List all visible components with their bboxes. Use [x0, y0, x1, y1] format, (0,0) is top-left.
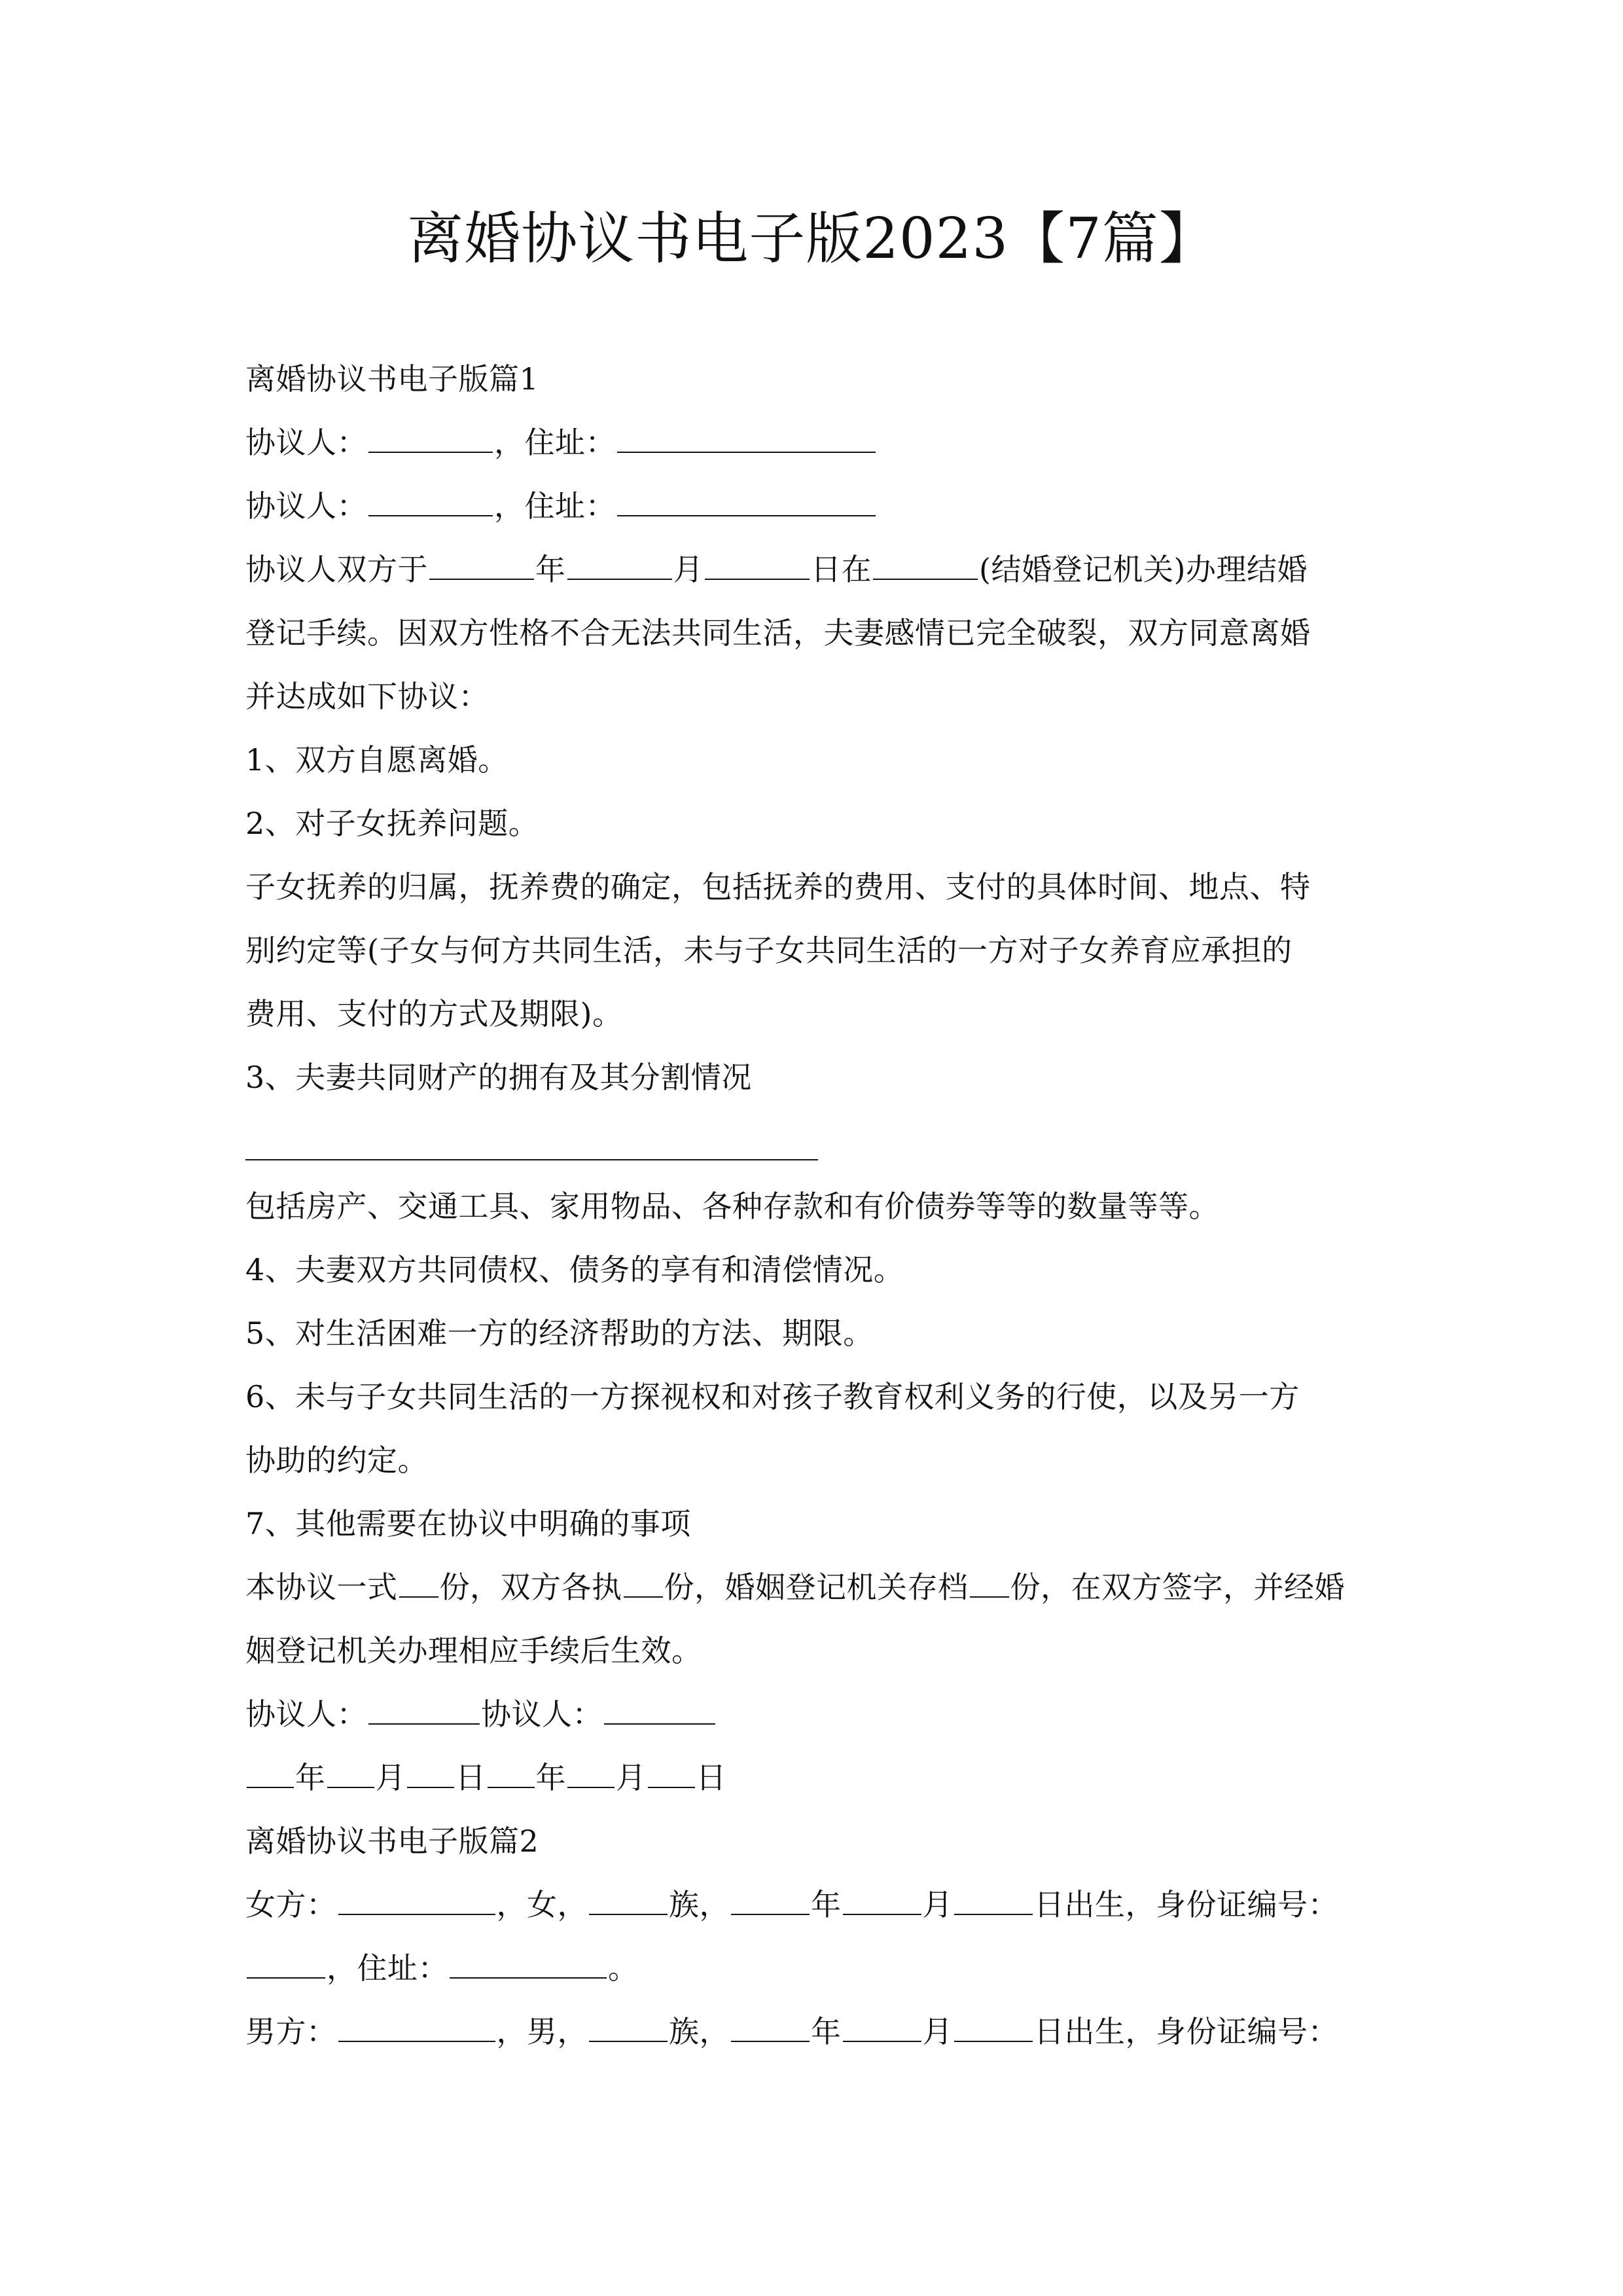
signature-label: 协议人： — [245, 1696, 367, 1732]
ethnicity-blank[interactable] — [589, 1888, 668, 1915]
property-note: 包括房产、交通工具、家用物品、各种存款和有价债券等等的数量等等。 — [245, 1189, 1219, 1224]
signature-blank[interactable] — [368, 1697, 480, 1725]
year-label: 年 — [811, 1887, 842, 1922]
female-label: 女方： — [245, 1887, 337, 1922]
property-blank-line[interactable] — [245, 1159, 818, 1160]
year-label: 年 — [811, 2014, 842, 2049]
party-label: 协议人： — [245, 488, 367, 524]
birth-year-blank[interactable] — [731, 1888, 810, 1915]
copies-line — [245, 1568, 1397, 1607]
signature-label: 协议人： — [481, 1696, 603, 1732]
section-heading-2: 离婚协议书电子版篇2 — [245, 1823, 539, 1859]
child-support-line: 费用、支付的方式及期限)。 — [245, 996, 623, 1031]
day-label: 日在 — [811, 552, 872, 587]
born-id-label: 日出生，身份证编号： — [1034, 2014, 1338, 2049]
name-blank[interactable] — [368, 425, 493, 453]
ethnicity-blank[interactable] — [589, 2015, 668, 2042]
copies-line-2: 姻登记机关办理相应手续后生效。 — [245, 1633, 702, 1668]
registration-line — [245, 550, 1397, 589]
gender-text: ，女， — [496, 1887, 588, 1922]
clause-item: 5、对生活困难一方的经济帮助的方法、期限。 — [245, 1316, 874, 1351]
clause-item: 4、夫妻双方共同债权、债务的享有和清偿情况。 — [245, 1252, 904, 1287]
male-party-line — [245, 2012, 1397, 2051]
address-blank[interactable] — [617, 489, 876, 516]
month-label: 月 — [673, 552, 704, 587]
copies-text: 份，婚姻登记机关存档 — [664, 1570, 969, 1605]
male-name-blank[interactable] — [338, 2015, 495, 2042]
born-id-label: 日出生，身份证编号： — [1034, 1887, 1338, 1922]
clause-item: 协助的约定。 — [245, 1443, 428, 1478]
year-blank[interactable] — [247, 1761, 294, 1788]
ethnicity-label: 族， — [669, 1887, 730, 1922]
paragraph-line: 登记手续。因双方性格不合无法共同生活，夫妻感情已完全破裂，双方同意离婚 — [245, 615, 1311, 651]
month-blank[interactable] — [567, 552, 672, 580]
year-blank[interactable] — [429, 552, 534, 580]
copies-text: 本协议一式 — [245, 1570, 398, 1605]
month-blank[interactable] — [567, 1761, 615, 1788]
day-blank[interactable] — [705, 552, 810, 580]
year-label: 年 — [295, 1760, 326, 1795]
paragraph-line: 并达成如下协议： — [245, 679, 489, 714]
address-label: ，住址： — [494, 425, 616, 460]
clause-item: 6、未与子女共同生活的一方探视权和对孩子教育权利义务的行使，以及另一方 — [245, 1379, 1300, 1414]
period: 。 — [608, 1950, 639, 1986]
section-heading-1: 离婚协议书电子版篇1 — [245, 361, 539, 397]
birth-day-blank[interactable] — [954, 1888, 1033, 1915]
clause-item: 3、夫妻共同财产的拥有及其分割情况 — [245, 1060, 752, 1095]
copies-archive-blank[interactable] — [970, 1570, 1009, 1598]
copies-text: 份，双方各执 — [439, 1570, 622, 1605]
document-title: 离婚协议书电子版2023【7篇】 — [407, 206, 1216, 272]
ethnicity-label: 族， — [669, 2014, 730, 2049]
address-blank[interactable] — [617, 425, 876, 453]
month-label: 月 — [922, 1887, 953, 1922]
registration-prefix: 协议人双方于 — [245, 552, 428, 587]
birth-month-blank[interactable] — [843, 2015, 921, 2042]
month-label: 月 — [375, 1760, 406, 1795]
day-blank[interactable] — [648, 1761, 695, 1788]
date-line — [245, 1758, 1397, 1797]
signature-line — [245, 1695, 1397, 1734]
female-name-blank[interactable] — [338, 1888, 495, 1915]
female-id-address-line — [245, 1948, 1397, 1988]
month-label: 月 — [922, 2014, 953, 2049]
child-support-line: 别约定等(子女与何方共同生活，未与子女共同生活的一方对子女养育应承担的 — [245, 933, 1293, 968]
year-blank[interactable] — [488, 1761, 535, 1788]
gender-text: ，男， — [496, 2014, 588, 2049]
address-label: ，住址： — [327, 1950, 448, 1986]
party-line-1 — [245, 423, 1397, 462]
day-label: 日 — [455, 1760, 486, 1795]
birth-year-blank[interactable] — [731, 2015, 810, 2042]
signature-blank[interactable] — [604, 1697, 715, 1725]
office-blank[interactable] — [873, 552, 978, 580]
female-party-line — [245, 1885, 1397, 1924]
address-label: ，住址： — [494, 488, 616, 524]
copies-total-blank[interactable] — [399, 1570, 438, 1598]
registration-suffix: (结婚登记机关)办理结婚 — [979, 552, 1308, 587]
month-blank[interactable] — [327, 1761, 374, 1788]
clause-item: 1、双方自愿离婚。 — [245, 742, 508, 778]
month-label: 月 — [616, 1760, 647, 1795]
male-label: 男方： — [245, 2014, 337, 2049]
birth-month-blank[interactable] — [843, 1888, 921, 1915]
clause-item: 2、对子女抚养问题。 — [245, 806, 539, 841]
copies-text: 份，在双方签字，并经婚 — [1010, 1570, 1345, 1605]
name-blank[interactable] — [368, 489, 493, 516]
year-label: 年 — [535, 552, 566, 587]
party-line-2 — [245, 486, 1397, 526]
year-label: 年 — [535, 1760, 566, 1795]
day-label: 日 — [696, 1760, 726, 1795]
party-label: 协议人： — [245, 425, 367, 460]
copies-each-blank[interactable] — [624, 1570, 663, 1598]
female-id-blank[interactable] — [247, 1951, 325, 1979]
day-blank[interactable] — [407, 1761, 454, 1788]
birth-day-blank[interactable] — [954, 2015, 1033, 2042]
child-support-line: 子女抚养的归属，抚养费的确定，包括抚养的费用、支付的具体时间、地点、特 — [245, 869, 1311, 905]
female-address-blank[interactable] — [450, 1951, 607, 1979]
clause-item: 7、其他需要在协议中明确的事项 — [245, 1506, 691, 1541]
